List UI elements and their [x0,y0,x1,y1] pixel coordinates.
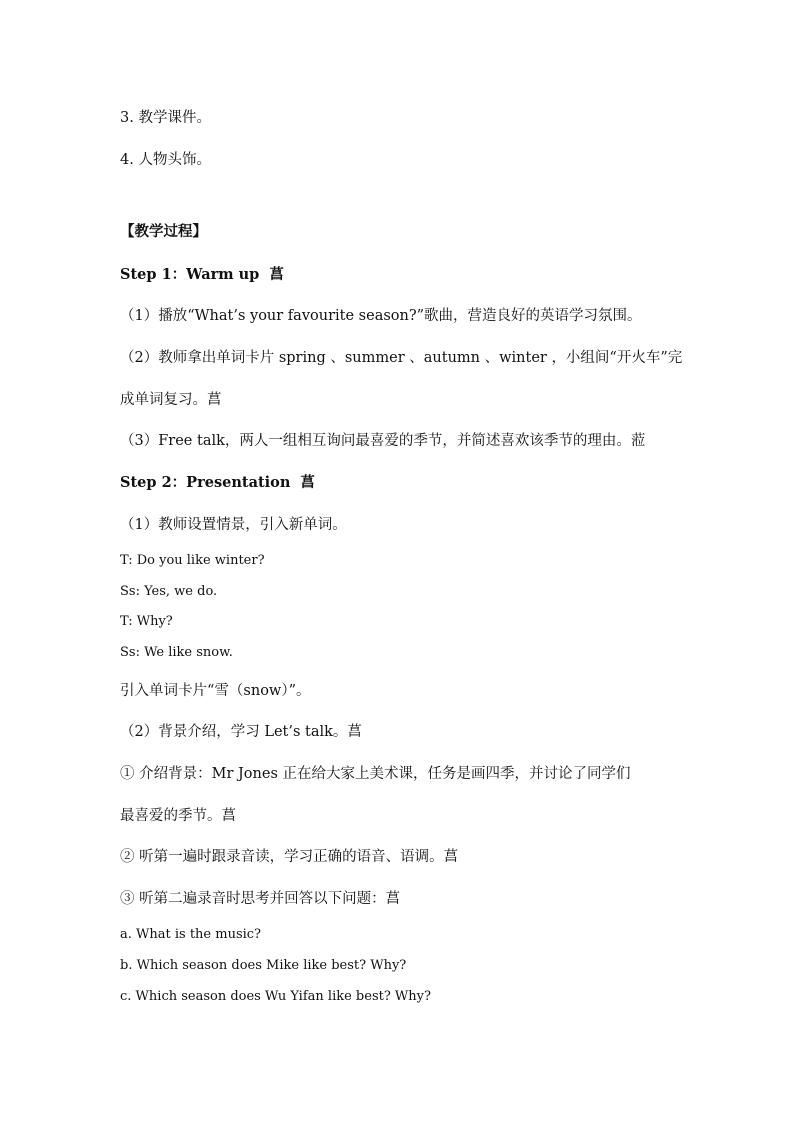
step1-paragraph-2-line-2: 成单词复习。菖 [120,392,222,408]
material-item-3: 3. 教学课件。 [120,110,211,126]
step1-paragraph-2-line-1: （2）教师拿出单词卡片 spring 、summer 、autumn 、winter ，小组间“开火车”完 [120,350,683,366]
step1-title [120,265,284,285]
dialogue-line: Ss: Yes, we do. [120,584,218,599]
step2-paragraph-1: （1）教师设置情景，引入新单词。 [120,517,347,533]
question-item: c. Which season does Wu Yifan like best? Why? [120,989,431,1004]
step1-title-mark: 菖 [269,266,284,283]
step1-paragraph-1: （1）播放“What’s your favourite season?”歌曲，营造良好的英语学习氛围。 [120,308,642,324]
step2-circled-item-2: ② 听第一遍时跟录音读，学习正确的语音、语调。菖 [120,849,459,865]
step2-circled-item-3: ③ 听第二遍录音时思考并回答以下问题：菖 [120,891,401,907]
material-item-4: 4. 人物头饰。 [120,152,211,168]
step2-title [120,473,315,493]
step2-circled-item-1-line-1: ① 介绍背景：Mr Jones 正在给大家上美术课，任务是画四季，并讨论了同学们 [120,766,631,782]
dialogue-line: T: Why? [120,614,173,629]
dialogue-line: Ss: We like snow. [120,645,233,660]
step2-title-text: Step 2：Presentation [120,474,291,491]
section-heading-teaching-process: 【教学过程】 [120,223,207,240]
intro-word-card: 引入单词卡片“雪（snow）”。 [120,683,311,699]
step1-title-text: Step 1：Warm up [120,266,260,283]
dialogue-line: T: Do you like winter? [120,553,265,568]
step2-title-mark: 菖 [300,474,315,491]
step2-circled-item-1-line-2: 最喜爱的季节。菖 [120,808,236,824]
question-item: b. Which season does Mike like best? Why? [120,958,407,973]
step2-paragraph-2: （2）背景介绍，学习 Let’s talk。菖 [120,724,362,740]
question-item: a. What is the music? [120,927,262,942]
step1-paragraph-3: （3）Free talk，两人一组相互询问最喜爱的季节，并简述喜欢该季节的理由。蒞 [120,433,646,449]
